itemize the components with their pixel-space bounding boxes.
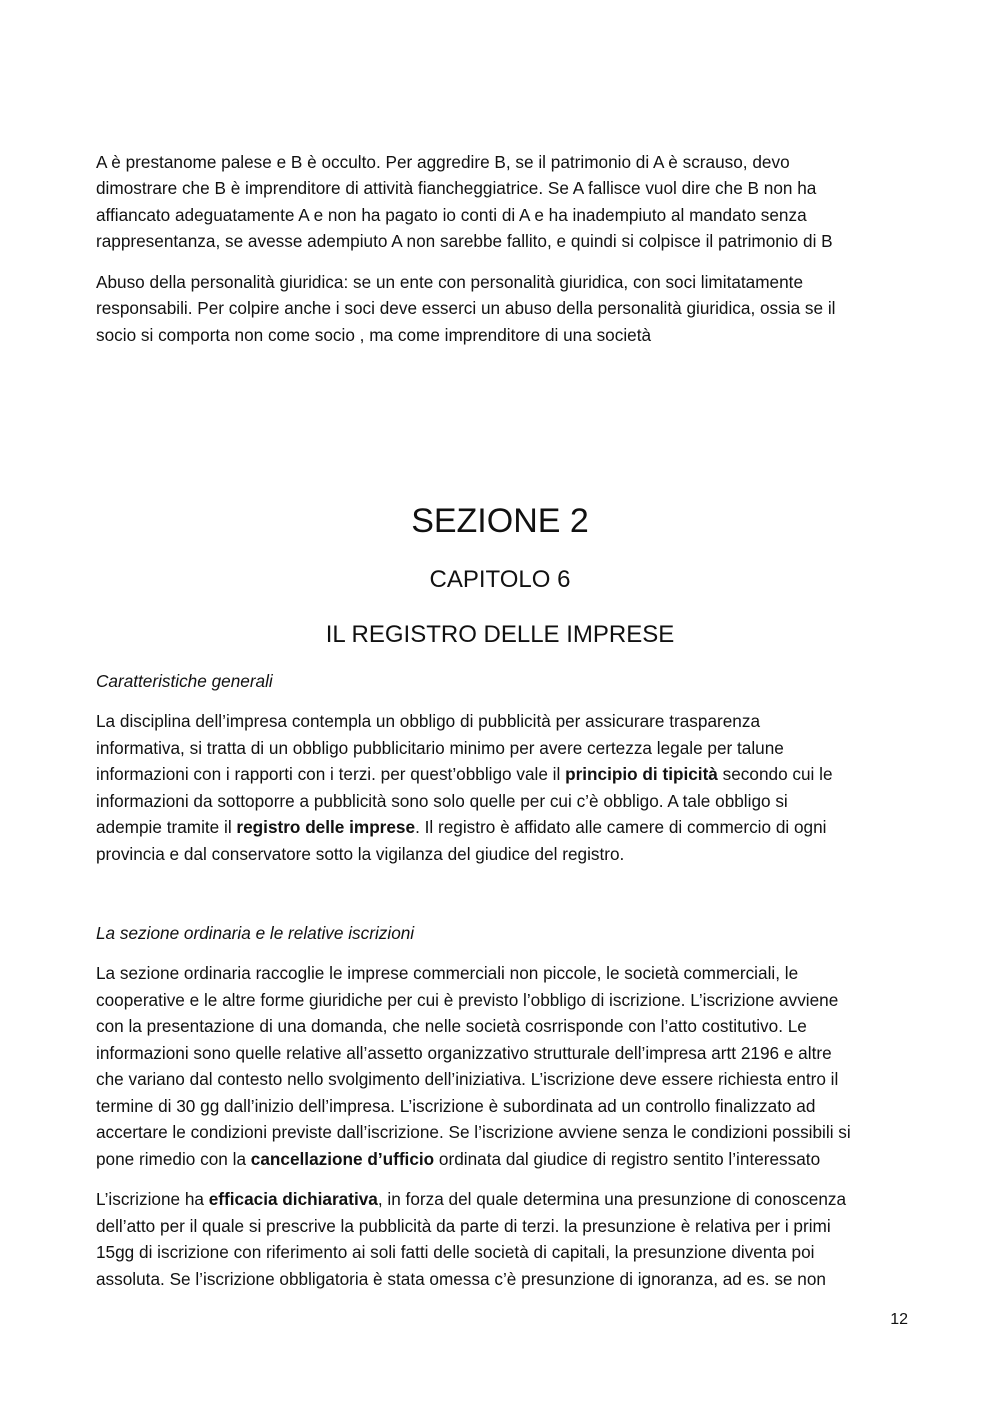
section-heading: SEZIONE 2: [411, 502, 589, 540]
subsection-2-line-7: accertare le condizioni previste dall’iscrizione. Se l’iscrizione avviene senza le condizioni possibili si: [96, 1122, 851, 1142]
subsection-1-line-5: adempie tramite il registro delle imprese. Il registro è affidato alle camere di commercio di ogni: [96, 817, 827, 837]
subsection-1-line-4: informazioni da sottoporre a pubblicità sono solo quelle per cui c’è obbligo. A tale obbligo si: [96, 791, 788, 811]
intro-p1-line-1: A è prestanome palese e B è occulto. Per aggredire B, se il patrimonio di A è scrauso, devo: [96, 152, 790, 172]
chapter-title: IL REGISTRO DELLE IMPRESE: [325, 621, 675, 648]
subsection-2-title: La sezione ordinaria e le relative iscrizioni: [96, 923, 415, 943]
subsection-2-line-6: termine di 30 gg dall’inizio dell’impresa. L’iscrizione è subordinata ad un controllo finalizzato ad: [96, 1096, 816, 1116]
subsection-2-line-5: che variano dal contesto nello svolgimento dell’iniziativa. L’iscrizione deve essere richiesta entro il: [96, 1069, 839, 1089]
subsection-2-p2-line-1: L’iscrizione ha efficacia dichiarativa, in forza del quale determina una presunzione di conoscenza: [96, 1189, 847, 1209]
subsection-2-p2-line-2: dell’atto per il quale si prescrive la pubblicità da parte di terzi. la presunzione è relativa per i primi: [96, 1216, 831, 1236]
intro-p1-line-4: rappresentanza, se avesse adempiuto A non sarebbe fallito, e quindi si colpisce il patrimonio di B: [96, 231, 833, 251]
term-efficacia-dichiarativa: efficacia dichiarativa: [208, 1189, 378, 1209]
term-principio-tipicita: principio di tipicità: [565, 764, 718, 784]
subsection-2-line-3: con la presentazione di una domanda, che nelle società cosrrisponde con l’atto costitutivo. Le: [96, 1016, 807, 1036]
intro-p2-line-1: Abuso della personalità giuridica: se un ente con personalità giuridica, con soci limitatamente: [96, 272, 804, 292]
subsection-2-line-2: cooperative e le altre forme giuridiche per cui è previsto l’obbligo di iscrizione. L’iscrizione avviene: [96, 990, 839, 1010]
subsection-2-p2-line-3: 15gg di iscrizione con riferimento ai soli fatti delle società di capitali, la presunzione diventa poi: [96, 1242, 815, 1262]
subsection-1-title: Caratteristiche generali: [96, 671, 273, 691]
intro-p2-line-3: socio si comporta non come socio , ma come imprenditore di una società: [96, 325, 652, 345]
subsection-1-line-3: informazioni con i rapporti con i terzi. per quest’obbligo vale il principio di tipicità secondo cui le: [96, 764, 833, 784]
term-cancellazione-ufficio: cancellazione d’ufficio: [250, 1149, 435, 1169]
intro-p1-line-3: affiancato adeguatamente A e non ha pagato io conti di A e ha inadempiuto al mandato senza: [96, 205, 807, 225]
subsection-1-line-1: La disciplina dell’impresa contempla un obbligo di pubblicità per assicurare trasparenza: [96, 711, 761, 731]
chapter-heading: CAPITOLO 6: [429, 566, 571, 593]
subsection-1-line-2: informativa, si tratta di un obbligo pubblicitario minimo per avere certezza legale per talune: [96, 738, 784, 758]
page-number: 12: [890, 1311, 908, 1328]
subsection-2-p2-line-4: assoluta. Se l’iscrizione obbligatoria è stata omessa c’è presunzione di ignoranza, ad es. se non: [96, 1269, 826, 1289]
subsection-1-line-6: provincia e dal conservatore sotto la vigilanza del giudice del registro.: [96, 844, 625, 864]
subsection-2-line-4: informazioni sono quelle relative all’assetto organizzativo strutturale dell’impresa artt 2196 e altre: [96, 1043, 832, 1063]
subsection-2-line-8: pone rimedio con la cancellazione d’ufficio ordinata dal giudice di registro sentito l’interessato: [96, 1149, 821, 1169]
intro-p1-line-2: dimostrare che B è imprenditore di attività fiancheggiatrice. Se A fallisce vuol dire che B non ha: [96, 178, 817, 198]
subsection-2-line-1: La sezione ordinaria raccoglie le imprese commerciali non piccole, le società commerciali, le: [96, 963, 799, 983]
term-registro-imprese: registro delle imprese: [236, 817, 416, 837]
intro-p2-line-2: responsabili. Per colpire anche i soci deve esserci un abuso della personalità giuridica, ossia se il: [96, 298, 836, 318]
